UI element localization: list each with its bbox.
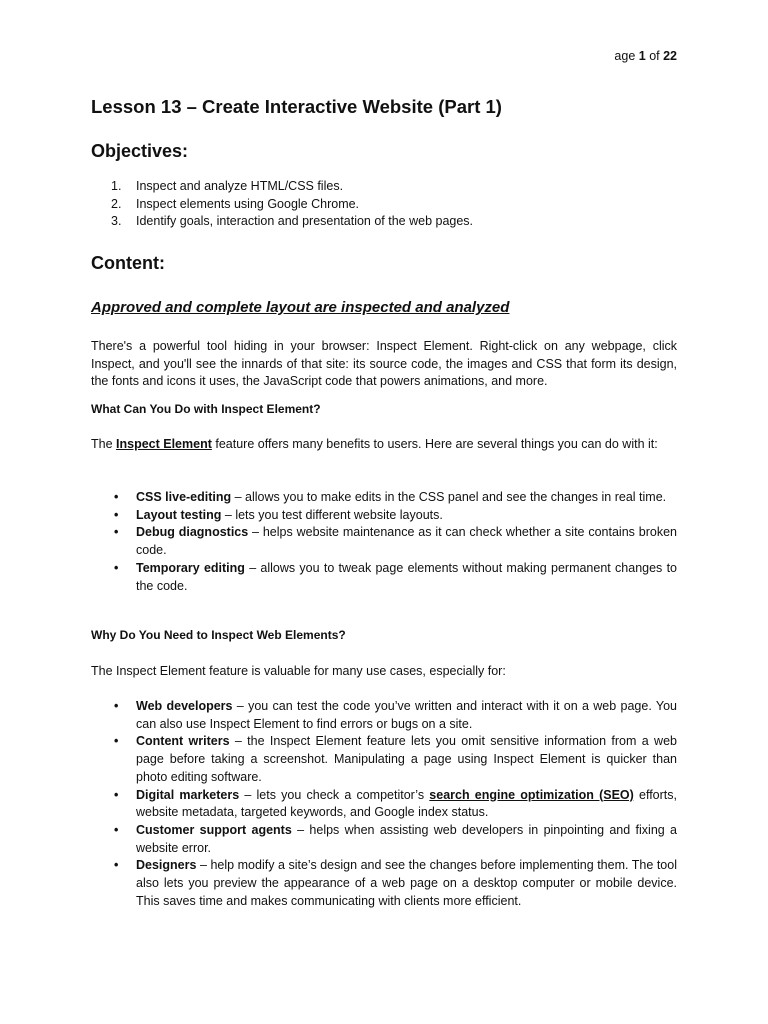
bullet-icon: • bbox=[114, 787, 119, 802]
page-number-prefix: age bbox=[614, 49, 639, 63]
list-item-desc: – helps website maintenance as it can check whether a site contains broken code. bbox=[136, 525, 677, 558]
objective-number: 3. bbox=[111, 214, 122, 228]
bullet-icon: • bbox=[114, 699, 119, 713]
features-intro-after: feature offers many benefits to users. Here are several things you can do with it: bbox=[211, 437, 658, 451]
usecases-list bbox=[91, 698, 677, 910]
list-item-desc: – lets you test different website layouts. bbox=[221, 507, 443, 522]
list-item-term: Layout testing bbox=[136, 507, 222, 522]
bullet-icon: • bbox=[114, 507, 119, 522]
objective-item bbox=[91, 178, 473, 196]
list-item-desc-after: efforts, website metadata, targeted keywords, and Google index status. bbox=[136, 787, 677, 820]
list-item bbox=[91, 560, 677, 595]
list-item-desc: – lets you check a competitor’s bbox=[239, 787, 430, 802]
list-item-term: Temporary editing bbox=[136, 560, 245, 575]
why-section-heading: Why Do You Need to Inspect Web Elements? bbox=[91, 628, 346, 642]
list-item-desc: – help modify a site’s design and see the changes before implementing them. The tool also lets you preview the appearance of a web page on a desktop computer or mobile device. This saves time and makes communicating with clients more efficient. bbox=[136, 858, 677, 908]
list-item-desc: – allows you to tweak page elements without making permanent changes to the code. bbox=[136, 560, 677, 593]
list-item-desc: – the Inspect Element feature lets you omit sensitive information from a web page before taking a screenshot. Manipulating a page using Inspect Element is quicker than photo editing software. bbox=[136, 734, 677, 784]
list-item-term: Designers bbox=[136, 858, 197, 873]
objectives-heading: Objectives: bbox=[91, 141, 189, 161]
content-heading: Content: bbox=[91, 253, 165, 273]
page-number-current: 1 bbox=[638, 49, 646, 63]
list-item bbox=[91, 787, 677, 822]
approved-heading: Approved and complete layout are inspected and analyzed bbox=[91, 299, 510, 316]
objective-number: 2. bbox=[111, 196, 122, 211]
list-item bbox=[91, 733, 677, 786]
objective-text: Inspect and analyze HTML/CSS files. bbox=[136, 179, 344, 193]
list-item-term: Debug diagnostics bbox=[136, 525, 249, 540]
list-item bbox=[91, 857, 677, 910]
seo-link[interactable]: search engine optimization (SEO) bbox=[429, 787, 634, 802]
bullet-icon: • bbox=[114, 858, 119, 873]
objective-text: Inspect elements using Google Chrome. bbox=[136, 196, 360, 211]
bullet-icon: • bbox=[114, 560, 119, 575]
bullet-icon: • bbox=[114, 525, 119, 540]
features-intro bbox=[91, 436, 677, 454]
list-item-term: Customer support agents bbox=[136, 822, 292, 837]
list-item bbox=[91, 822, 677, 857]
list-item-term: Web developers bbox=[136, 699, 233, 713]
usecases-intro: The Inspect Element feature is valuable for many use cases, especially for: bbox=[91, 664, 506, 678]
list-item bbox=[91, 507, 677, 525]
bullet-icon: • bbox=[114, 734, 119, 749]
list-item-desc: – helps when assisting web developers in pinpointing and fixing a website error. bbox=[136, 822, 677, 855]
features-list bbox=[91, 489, 677, 595]
page-number-middle: of bbox=[645, 49, 664, 63]
list-item-term: CSS live-editing bbox=[136, 490, 232, 504]
features-intro-before: The bbox=[91, 437, 117, 451]
list-item bbox=[91, 524, 677, 559]
list-item-desc: – you can test the code you’ve written and interact with it on a web page. You can also use Inspect Element to find errors or bugs on a site. bbox=[136, 699, 677, 731]
list-item-desc: – allows you to make edits in the CSS panel and see the changes in real time. bbox=[231, 490, 667, 504]
inspect-element-link[interactable]: Inspect Element bbox=[116, 437, 212, 451]
objective-item bbox=[91, 213, 473, 231]
bullet-icon: • bbox=[114, 490, 119, 504]
bullet-icon: • bbox=[114, 822, 119, 837]
objective-number: 1. bbox=[111, 179, 122, 193]
list-item bbox=[91, 698, 677, 733]
lesson-title: Lesson 13 – Create Interactive Website (Part 1) bbox=[91, 96, 502, 117]
page-number bbox=[614, 48, 677, 64]
intro-paragraph: There's a powerful tool hiding in your browser: Inspect Element. Right-click on any webpage, click Inspect, and you'll see the innards of that site: its source code, the images and CSS that form its design, the fonts and icons it uses, the JavaScript code that powers animations, and more. bbox=[91, 339, 677, 389]
list-item-term: Digital marketers bbox=[136, 787, 240, 802]
what-section-heading: What Can You Do with Inspect Element? bbox=[91, 402, 321, 416]
list-item-term: Content writers bbox=[136, 734, 230, 749]
objective-text: Identify goals, interaction and presentation of the web pages. bbox=[136, 214, 474, 228]
list-item bbox=[91, 489, 677, 507]
page-number-total: 22 bbox=[663, 49, 677, 63]
objectives-list bbox=[91, 178, 473, 231]
objective-item bbox=[91, 196, 473, 214]
